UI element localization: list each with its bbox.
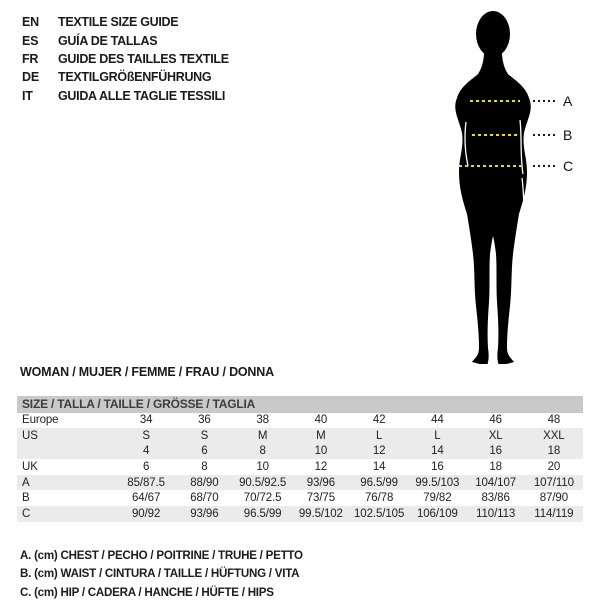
size-table-body — [17, 413, 583, 522]
language-code: EN — [22, 15, 39, 30]
size-cell: 90/92 — [131, 507, 161, 520]
measure-dash-line — [472, 134, 519, 136]
legend-row: A. (cm) CHEST / PECHO / POITRINE / TRUHE / PETTO — [20, 548, 303, 562]
size-cell: XXL — [543, 429, 565, 442]
size-cell: M — [257, 429, 268, 442]
size-table-row — [17, 490, 583, 506]
size-cell: 70/72.5 — [243, 492, 282, 505]
size-cell: 96.5/99 — [243, 507, 282, 520]
measure-label: A — [563, 93, 573, 109]
size-cell: 18 — [489, 461, 502, 474]
size-cell: 102.5/105 — [353, 507, 405, 520]
size-cell: S — [142, 429, 150, 442]
section-title: WOMAN / MUJER / FEMME / FRAU / DONNA — [20, 365, 274, 379]
size-cell: 14 — [431, 445, 444, 458]
size-cell: 76/78 — [364, 492, 394, 505]
size-cell: 99.5/102 — [298, 507, 343, 520]
size-cell: L — [375, 429, 383, 442]
size-cell: 6 — [201, 445, 208, 458]
guide-title-text: GUIDE DES TAILLES TEXTILE — [58, 51, 229, 66]
size-cell: 14 — [372, 461, 386, 474]
size-cell: 83/86 — [481, 492, 510, 505]
size-table-row — [17, 475, 583, 491]
size-cell: S — [200, 429, 209, 442]
size-cell: 104/107 — [475, 476, 517, 489]
language-block — [22, 13, 229, 105]
size-cell: 107/110 — [533, 476, 574, 489]
size-cell: M — [316, 429, 326, 442]
row-label: C — [22, 507, 31, 520]
measure-dotted-connector — [533, 100, 557, 102]
size-cell: 44 — [431, 414, 444, 427]
language-row — [22, 31, 229, 49]
size-cell: L — [434, 429, 441, 442]
size-cell: 6 — [142, 461, 150, 474]
size-cell: 38 — [256, 414, 269, 427]
size-cell: 10 — [314, 445, 328, 458]
size-cell: 8 — [201, 461, 208, 474]
row-label: B — [22, 492, 30, 505]
language-code: FR — [22, 51, 39, 66]
language-code: IT — [22, 88, 33, 103]
measure-dash-line — [470, 100, 520, 102]
language-code: ES — [22, 33, 39, 48]
row-label: US — [22, 429, 38, 442]
legend-row: C. (cm) HIP / CADERA / HANCHE / HÜFTE / HIPS — [20, 585, 274, 599]
size-cell: 87/90 — [539, 492, 569, 505]
size-cell: 20 — [547, 461, 561, 474]
size-cell: 34 — [139, 414, 153, 427]
size-table-row — [17, 459, 583, 475]
language-row — [22, 68, 229, 86]
size-cell: 73/75 — [306, 492, 336, 505]
size-cell: 42 — [372, 414, 386, 427]
size-table-row — [17, 428, 583, 444]
language-row — [22, 50, 229, 68]
size-cell: 79/82 — [423, 492, 452, 505]
language-row — [22, 87, 229, 105]
size-table-header: SIZE / TALLA / TAILLE / GRÖSSE / TAGLIA — [17, 396, 583, 413]
measure-dotted-connector — [533, 134, 557, 136]
guide-title-text: TEXTILE SIZE GUIDE — [58, 15, 179, 30]
size-cell: 4 — [142, 445, 150, 458]
size-cell: XL — [488, 429, 503, 442]
row-label: A — [22, 476, 30, 489]
row-label: Europe — [22, 414, 59, 427]
size-cell: 16 — [489, 445, 502, 458]
size-cell: 10 — [256, 461, 269, 474]
guide-title-text: TEXTILGRÖßENFÜHRUNG — [58, 70, 212, 85]
legend-row: B. (cm) WAIST / CINTURA / TAILLE / HÜFTUNG / VITA — [20, 567, 300, 581]
size-table-row — [17, 444, 583, 460]
size-cell: 16 — [431, 461, 444, 474]
size-table-row — [17, 413, 583, 429]
size-cell: 99.5/103 — [415, 476, 460, 489]
woman-silhouette-figure — [420, 4, 600, 364]
size-cell: 106/109 — [416, 507, 458, 520]
guide-title-text: GUÍA DE TALLAS — [58, 33, 158, 48]
measure-label: B — [563, 127, 573, 143]
size-table — [17, 396, 583, 522]
size-cell: 12 — [314, 461, 328, 474]
size-cell: 110/113 — [476, 507, 516, 520]
size-table-row — [17, 506, 583, 522]
size-cell: 46 — [489, 414, 502, 427]
size-cell: 88/90 — [190, 476, 219, 489]
size-cell: 12 — [372, 445, 386, 458]
size-cell: 96.5/99 — [360, 476, 398, 489]
measure-dotted-connector — [533, 165, 557, 167]
size-cell: 93/96 — [190, 507, 219, 520]
size-cell: 18 — [547, 445, 561, 458]
size-cell: 93/96 — [306, 476, 336, 489]
size-cell: 114/119 — [534, 507, 574, 520]
row-label: UK — [22, 461, 38, 474]
size-cell: 68/70 — [190, 492, 219, 505]
measurement-legend — [20, 546, 303, 600]
guide-title-text: GUIDA ALLE TAGLIE TESSILI — [58, 88, 226, 103]
size-cell: 36 — [198, 414, 211, 427]
size-cell: 48 — [547, 414, 561, 427]
size-cell: 40 — [314, 414, 328, 427]
language-code: DE — [22, 70, 39, 85]
size-cell: 90.5/92.5 — [239, 476, 287, 489]
size-cell: 8 — [259, 445, 266, 458]
size-cell: 64/67 — [131, 492, 161, 505]
measure-dash-line — [459, 165, 523, 167]
language-row — [22, 13, 229, 31]
silhouette-body — [455, 75, 531, 364]
measure-label: C — [563, 158, 574, 174]
size-cell: 85/87.5 — [127, 476, 165, 489]
